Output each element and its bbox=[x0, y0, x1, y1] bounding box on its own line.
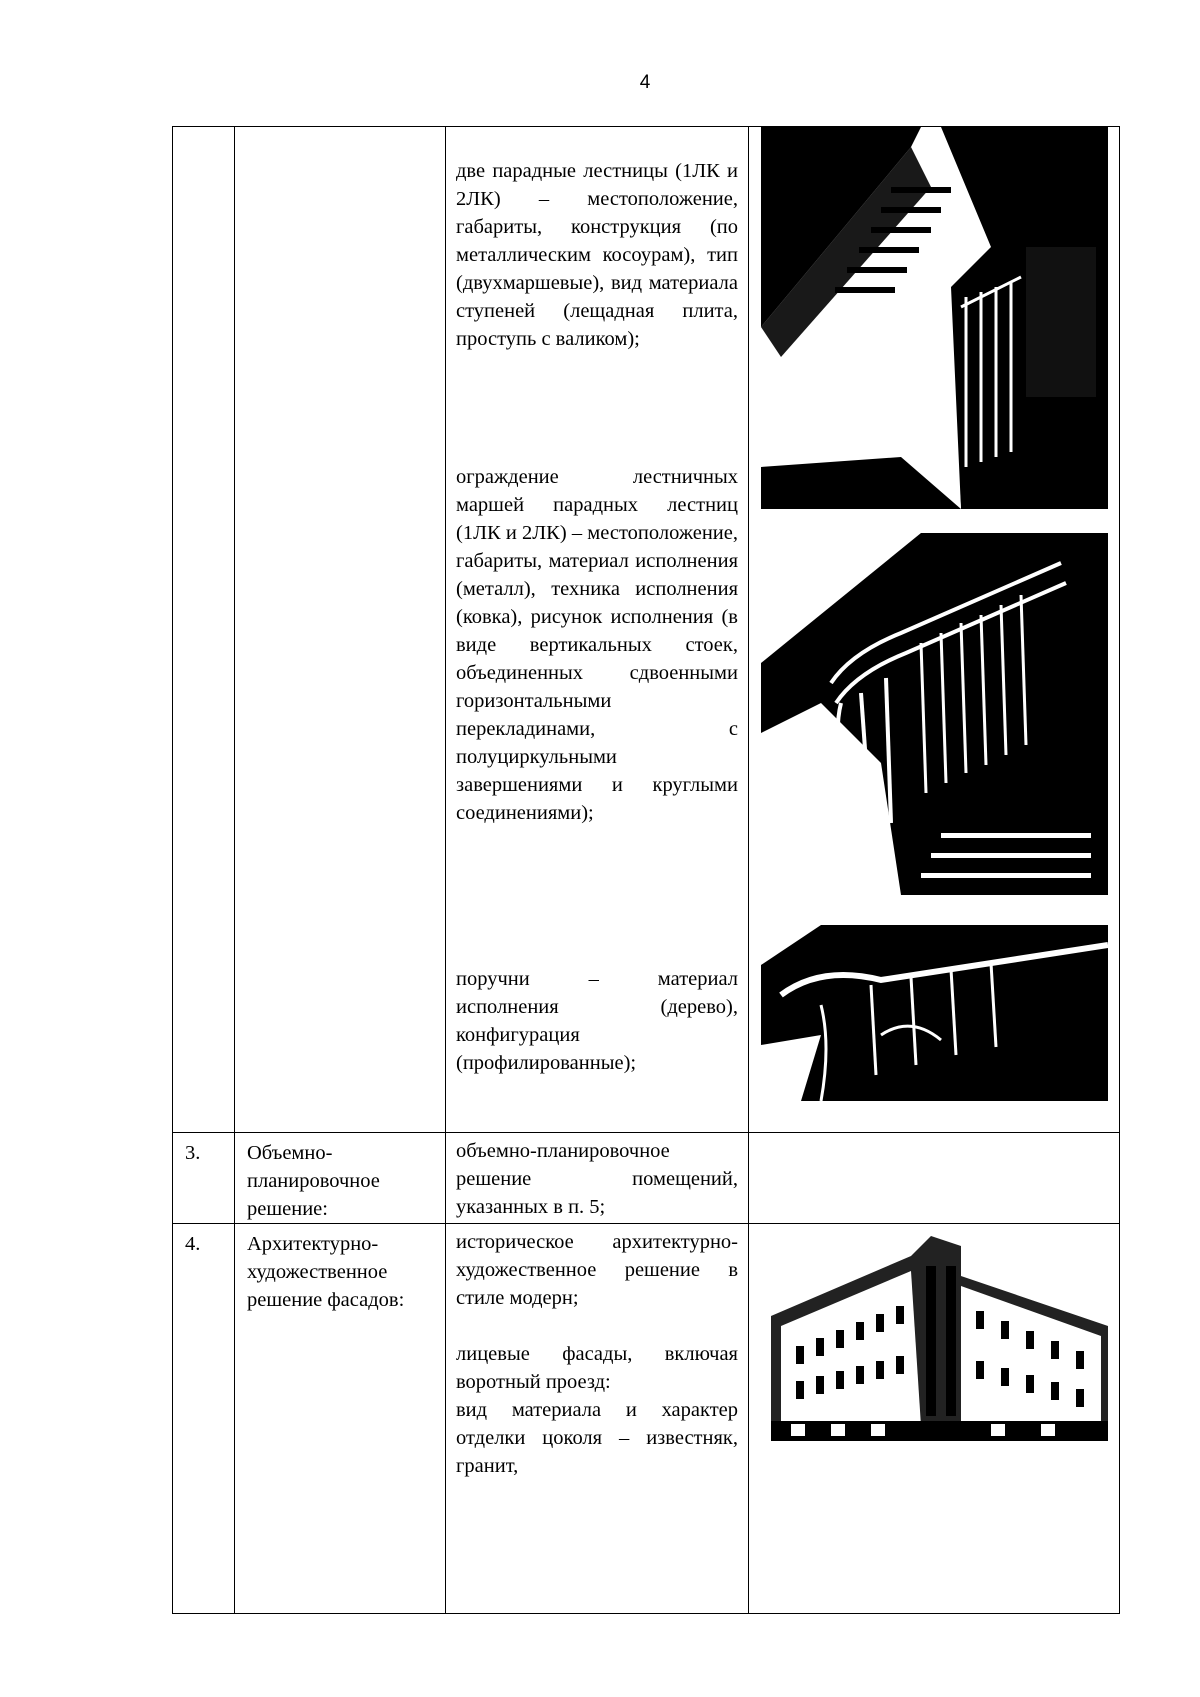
table-row-3 bbox=[173, 1133, 1120, 1224]
handrail-photo bbox=[761, 925, 1108, 1101]
row-name-3: Объемно-планировочное решение: bbox=[235, 1133, 446, 1224]
row-description-3: объемно-планировочное решение помещений, указанных в п. 5; bbox=[446, 1133, 749, 1224]
railing-photo bbox=[761, 533, 1108, 895]
photo-cell-stairs bbox=[749, 127, 1120, 1133]
railing-description: ограждение лестничных маршей парадных лестниц (1ЛК и 2ЛК) – местоположение, габариты, материал исполнения (металл), техника исполнения (ковка), рисунок исполнения (в виде вертикальных стоек, объединенных сдвоенными горизонтальными перекладинами, с полуциркульными завершениями и круглыми соединениями); bbox=[456, 466, 738, 824]
facades-description: лицевые фасады, включая воротный проезд: bbox=[456, 1343, 738, 1393]
photo-cell-4 bbox=[749, 1224, 1120, 1614]
page-number: 4 bbox=[639, 72, 651, 93]
photo-cell-3-empty bbox=[749, 1133, 1120, 1224]
table-row-stairs bbox=[173, 127, 1120, 1133]
stairs-description: две парадные лестницы (1ЛК и 2ЛК) – местоположение, габариты, конструкция (по металлическим косоурам), тип (двухмаршевые), вид материала ступеней (лещадная плита, проступь с валиком); bbox=[456, 160, 738, 350]
row-number-3: 3. bbox=[173, 1133, 235, 1224]
plinth-description: вид материала и характер отделки цоколя – известняк, гранит, bbox=[456, 1399, 738, 1477]
row-number-4: 4. bbox=[173, 1224, 235, 1614]
name-cell-empty bbox=[235, 127, 446, 1133]
row-name-4: Архитектурно-художественное решение фасадов: bbox=[235, 1224, 446, 1614]
description-cell-stairs bbox=[446, 127, 749, 1133]
description-cell-4 bbox=[446, 1224, 749, 1614]
monument-subject-table bbox=[172, 126, 1120, 1614]
staircase-photo bbox=[761, 127, 1108, 509]
number-cell-empty bbox=[173, 127, 235, 1133]
style-description: историческое архитектурно-художественное решение в стиле модерн; bbox=[456, 1231, 738, 1309]
handrail-description: поручни – материал исполнения (дерево), конфигурация (профилированные); bbox=[456, 968, 738, 1074]
table-row-4 bbox=[173, 1224, 1120, 1614]
facade-photo bbox=[761, 1236, 1108, 1461]
